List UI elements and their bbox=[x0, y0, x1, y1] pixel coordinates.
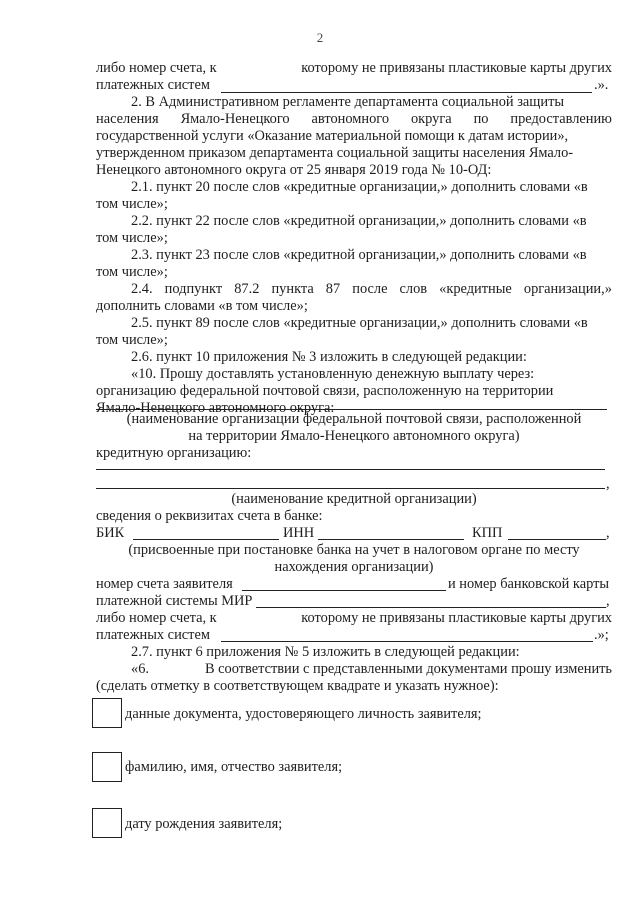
text-line: том числе»; bbox=[96, 230, 168, 246]
text-line: Ямало-Ненецкого автономного округа: bbox=[96, 400, 335, 416]
kpp-blank bbox=[508, 539, 606, 540]
text-line: (сделать отметку в соответствующем квадрате и указать нужное): bbox=[96, 678, 499, 694]
text-fragment: .». bbox=[594, 77, 609, 93]
caption: на территории Ямало-Ненецкого автономного округа) bbox=[188, 428, 520, 444]
text-line: 2.7. пункт 6 приложения № 5 изложить в следующей редакции: bbox=[131, 644, 520, 660]
text-line: и номер банковской карты bbox=[448, 576, 610, 592]
text-line: том числе»; bbox=[96, 332, 168, 348]
text-line: 2.1. пункт 20 после слов «кредитные организации,» дополнить словами «в bbox=[131, 179, 588, 195]
blank-line bbox=[96, 409, 607, 410]
text-line: том числе»; bbox=[96, 264, 168, 280]
text-line: населения Ямало-Ненецкого автономного округа по предоставлению bbox=[96, 111, 612, 127]
text-line: 2.3. пункт 23 после слов «кредитной организации,» дополнить словами «в bbox=[131, 247, 587, 263]
text-fragment: либо номер счета, к bbox=[96, 60, 217, 76]
checkbox-label: дату рождения заявителя; bbox=[125, 816, 283, 832]
checkbox-full-name[interactable] bbox=[92, 752, 122, 782]
text-line: дополнить словами «в том числе»; bbox=[96, 298, 308, 314]
blank-line bbox=[96, 488, 605, 489]
text-line: 2.6. пункт 10 приложения № 3 изложить в следующей редакции: bbox=[131, 349, 527, 365]
caption: нахождения организации) bbox=[274, 559, 434, 575]
text-line: кредитную организацию: bbox=[96, 445, 252, 461]
blank-line bbox=[242, 590, 446, 591]
bik-blank bbox=[133, 539, 279, 540]
inn-blank bbox=[318, 539, 464, 540]
checkbox-birth-date[interactable] bbox=[92, 808, 122, 838]
text-line: либо номер счета, к которому не привязаны пластиковые карты других bbox=[96, 610, 612, 626]
blank-line bbox=[256, 607, 606, 608]
text-line: государственной услуги «Оказание материальной помощи к датам истории», bbox=[96, 128, 569, 144]
caption: (наименование кредитной организации) bbox=[231, 491, 477, 507]
text-line: организацию федеральной почтовой связи, расположенную на территории bbox=[96, 383, 554, 399]
text-line: том числе»; bbox=[96, 196, 168, 212]
text-line: сведения о реквизитах счета в банке: bbox=[96, 508, 323, 524]
text-fragment: которому не привязаны пластиковые карты других bbox=[301, 60, 612, 76]
text-line: 2.4. подпункт 87.2 пункта 87 после слов «кредитные организации,» bbox=[131, 281, 612, 297]
checkbox-document-data[interactable] bbox=[92, 698, 122, 728]
blank-line bbox=[221, 641, 593, 642]
text-line: платежной системы МИР bbox=[96, 593, 253, 609]
text-line bbox=[96, 60, 612, 77]
text-line: 2. В Административном регламенте департамента социальной защиты bbox=[131, 94, 565, 110]
caption: (присвоенные при постановке банка на учет в налоговом органе по месту bbox=[128, 542, 580, 558]
text-line: 2.5. пункт 89 после слов «кредитные организации,» дополнить словами «в bbox=[131, 315, 588, 331]
bik-label: БИК bbox=[96, 525, 125, 541]
kpp-label: КПП bbox=[472, 525, 503, 541]
text-line: «6. В соответствии с представленными документами прошу изменить bbox=[131, 661, 612, 677]
page-number: 2 bbox=[316, 30, 324, 45]
text-line: «10. Прошу доставлять установленную денежную выплату через: bbox=[131, 366, 535, 382]
text-fragment: .»; bbox=[594, 627, 609, 643]
blank-line bbox=[96, 469, 605, 470]
caption: (наименование организации федеральной почтовой связи, расположенной bbox=[126, 411, 582, 427]
text-line: номер счета заявителя bbox=[96, 576, 233, 592]
inn-label: ИНН bbox=[283, 525, 315, 541]
text-line: 2.2. пункт 22 после слов «кредитной организации,» дополнить словами «в bbox=[131, 213, 587, 229]
checkbox-label: фамилию, имя, отчество заявителя; bbox=[125, 759, 343, 775]
text-line: Ненецкого автономного округа от 25 января 2019 года № 10-ОД: bbox=[96, 162, 492, 178]
text-line: платежных систем bbox=[96, 77, 210, 93]
checkbox-label: данные документа, удостоверяющего личность заявителя; bbox=[125, 706, 482, 722]
document-page: 2 либо номер счета, к которому не привязаны пластиковые карты других платежных систем .». 2. В Административном регламенте департамента социальной защиты населения Ямало-Ненецкого автономного округа по предоставлению государственной услуги «Оказание материальной помощи к датам истории», утвержденном приказом департамента социальной защиты населения Ямало- Ненецкого автономного округа от 25 января 2019 года № 10-ОД: 2.1. пункт 20 после слов «кредитные организации,» дополнить словами «в том числе»; 2.2. пункт 22 после слов «кредитной организации,» дополнить словами «в том числе»; 2.3. пункт 23 после слов «кредитной организации,» дополнить словами «в том числе»; 2.4. подпункт 87.2 пункта 87 после слов «кредитные организации,» дополнить словами «в том числе»; 2.5. пункт 89 после слов «кредитные организации,» дополнить словами «в том числе»; 2.6. пункт 10 приложения № 3 изложить в следующей редакции: «10. Прошу доставлять установленную денежную выплату через: организацию федеральной почтовой связи, расположенную на территории Ямало-Ненецкого автономного округа: (наименование организации федеральной почтовой связи, расположенной на территории Ямало-Ненецкого автономного округа) кредитную организацию: , (наименование кредитной организации) сведения о реквизитах счета в банке: БИК ИНН КПП , (присвоенные при постановке банка на учет в налоговом органе по месту нахождения организации) номер счета заявителя и номер банковской карты платежной системы МИР , либо номер счета, к которому не привязаны пластиковые карты других платежных систем .»; 2.7. пункт 6 приложения № 5 изложить в следующей редакции: «6. В соответствии с представленными документами прошу изменить (сделать отметку в соответствующем квадрате и указать нужное): данные документа, удостоверяющего личность заявителя; фамилию, имя, отчество заявителя; дату рождения заявителя; bbox=[0, 0, 640, 904]
blank-line bbox=[221, 92, 592, 93]
text-line: платежных систем bbox=[96, 627, 210, 643]
text-line: утвержденном приказом департамента социальной защиты населения Ямало- bbox=[96, 145, 574, 161]
